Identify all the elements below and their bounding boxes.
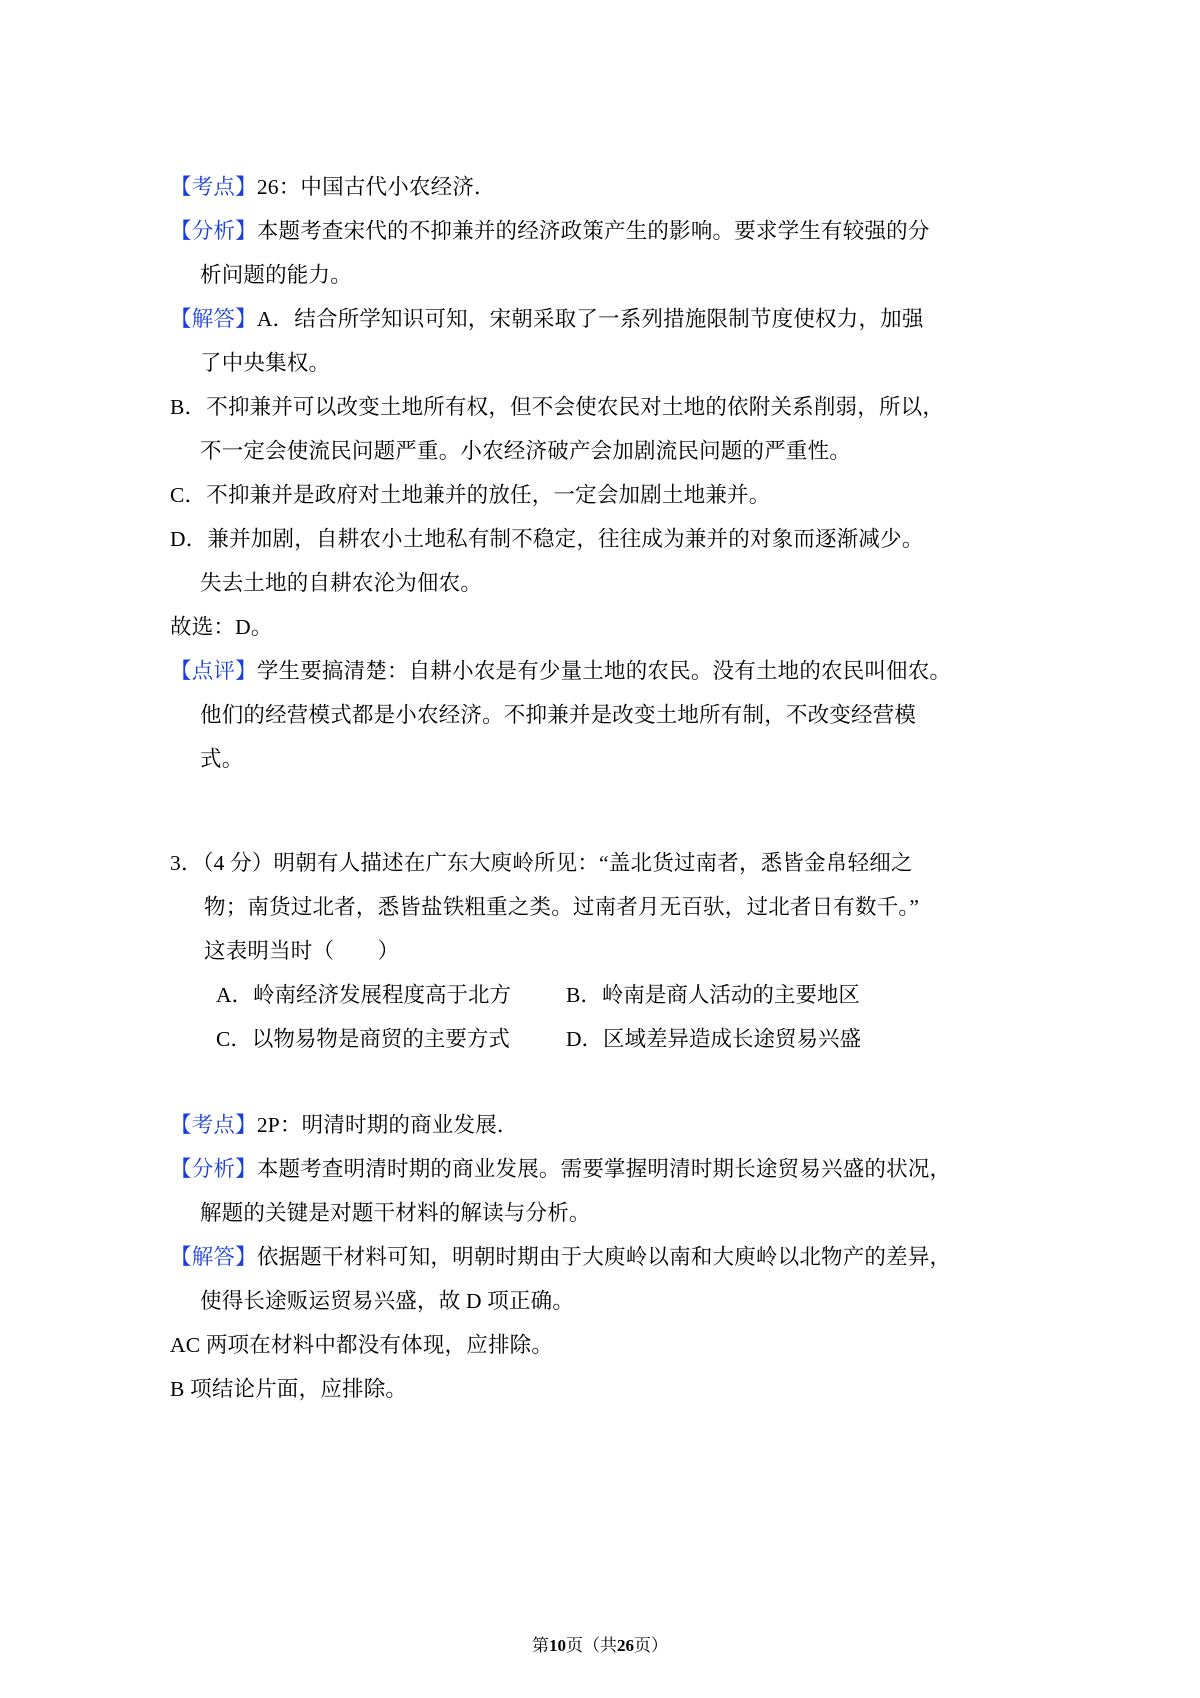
option-a[interactable]: A．岭南经济发展程度高于北方 bbox=[216, 983, 512, 1007]
solution-block-1 bbox=[170, 165, 1080, 781]
dianping-tag: 【点评】 bbox=[170, 659, 257, 683]
jieda-2-line-2: 使得长途贩运贸易兴盛，故 D 项正确。 bbox=[200, 1289, 575, 1313]
extra-line-2: B 项结论片面，应排除。 bbox=[170, 1377, 408, 1401]
kaodian-2-line-1 bbox=[170, 1103, 1080, 1147]
footer-current-page: 10 bbox=[549, 1636, 566, 1655]
dianping-text: 学生要搞清楚：自耕小农是有少量土地的农民。没有土地的农民叫佃农。 bbox=[256, 659, 952, 683]
extra-line-1: AC 两项在材料中都没有体现，应排除。 bbox=[170, 1333, 554, 1357]
option-d-line-1: D．兼并加剧，自耕农小土地私有制不稳定，往往成为兼并的对象而逐渐减少。 bbox=[170, 527, 924, 551]
option-row-2 bbox=[216, 1017, 1080, 1061]
question-3 bbox=[170, 841, 1080, 1061]
fenxi-2-line-1 bbox=[170, 1147, 1080, 1191]
answer-line: 故选：D。 bbox=[170, 615, 273, 639]
jieda-text: A．结合所学知识可知，宋朝采取了一系列措施限制节度使权力，加强 bbox=[256, 307, 924, 331]
jieda-tag-2: 【解答】 bbox=[170, 1245, 257, 1269]
question-3-stem-text: 明朝有人描述在广东大庾岭所见：“盖北货过南者，悉皆金帛轻细之 bbox=[273, 851, 913, 875]
jieda-line-1 bbox=[170, 297, 1080, 341]
option-b[interactable]: B．岭南是商人活动的主要地区 bbox=[566, 983, 860, 1007]
section-gap-2 bbox=[170, 1067, 1080, 1103]
dianping-line-2: 他们的经营模式都是小农经济。不抑兼并是改变土地所有制，不改变经营模 bbox=[200, 703, 917, 727]
footer-middle: 页（共 bbox=[566, 1636, 617, 1655]
section-gap bbox=[170, 787, 1080, 841]
footer-prefix: 第 bbox=[532, 1636, 549, 1655]
question-3-score: （4 分） bbox=[202, 851, 274, 875]
option-b-line-2: 不一定会使流民问题严重。小农经济破产会加剧流民问题的严重性。 bbox=[200, 439, 852, 463]
jieda-text-2: 依据题干材料可知，明朝时期由于大庾岭以南和大庾岭以北物产的差异， bbox=[256, 1245, 952, 1269]
option-row-1 bbox=[216, 973, 1080, 1017]
jieda-2-line-1 bbox=[170, 1235, 1080, 1279]
fenxi-2-line-2: 解题的关键是对题干材料的解读与分析。 bbox=[200, 1201, 591, 1225]
fenxi-text: 本题考查宋代的不抑兼并的经济政策产生的影响。要求学生有较强的分 bbox=[256, 219, 930, 243]
question-3-stem-line-2: 物；南货过北者，悉皆盐铁粗重之类。过南者月无百驮，过北者日有数千。” bbox=[204, 895, 920, 919]
fenxi-text-2: 本题考查明清时期的商业发展。需要掌握明清时期长途贸易兴盛的状况， bbox=[256, 1157, 952, 1181]
option-d[interactable]: D．区域差异造成长途贸易兴盛 bbox=[566, 1027, 862, 1051]
option-d-line-2: 失去土地的自耕农沦为佃农。 bbox=[200, 571, 483, 595]
fenxi-line-2: 析问题的能力。 bbox=[200, 263, 352, 287]
dianping-line-1 bbox=[170, 649, 1080, 693]
dianping-line-3: 式。 bbox=[200, 747, 244, 771]
solution-block-2 bbox=[170, 1103, 1080, 1411]
kaodian-tag: 【考点】 bbox=[170, 175, 257, 199]
option-c-line-1: C．不抑兼并是政府对土地兼并的放任，一定会加剧土地兼并。 bbox=[170, 483, 771, 507]
question-3-stem-line-1: 3．（4 分）明朝有人描述在广东大庾岭所见：“盖北货过南者，悉皆金帛轻细之 bbox=[170, 851, 913, 875]
option-b-line-1: B．不抑兼并可以改变土地所有权，但不会使农民对土地的依附关系削弱，所以， bbox=[170, 395, 945, 419]
page-footer bbox=[0, 1631, 1200, 1656]
question-3-number: 3 bbox=[170, 851, 181, 875]
kaodian-line-1 bbox=[170, 165, 1080, 209]
footer-suffix: 页） bbox=[634, 1636, 668, 1655]
kaodian-text-2: 2P：明清时期的商业发展． bbox=[256, 1113, 519, 1137]
kaodian-tag-2: 【考点】 bbox=[170, 1113, 257, 1137]
fenxi-tag: 【分析】 bbox=[170, 219, 257, 243]
option-c[interactable]: C．以物易物是商贸的主要方式 bbox=[216, 1027, 510, 1051]
question-3-options bbox=[170, 973, 1080, 1061]
jieda-tag: 【解答】 bbox=[170, 307, 257, 331]
fenxi-tag-2: 【分析】 bbox=[170, 1157, 257, 1181]
fenxi-line-1 bbox=[170, 209, 1080, 253]
jieda-line-2: 了中央集权。 bbox=[200, 351, 331, 375]
kaodian-text: 26：中国古代小农经济． bbox=[256, 175, 496, 199]
question-3-stem-line-3: 这表明当时（ ） bbox=[204, 939, 400, 963]
footer-total-pages: 26 bbox=[617, 1636, 634, 1655]
